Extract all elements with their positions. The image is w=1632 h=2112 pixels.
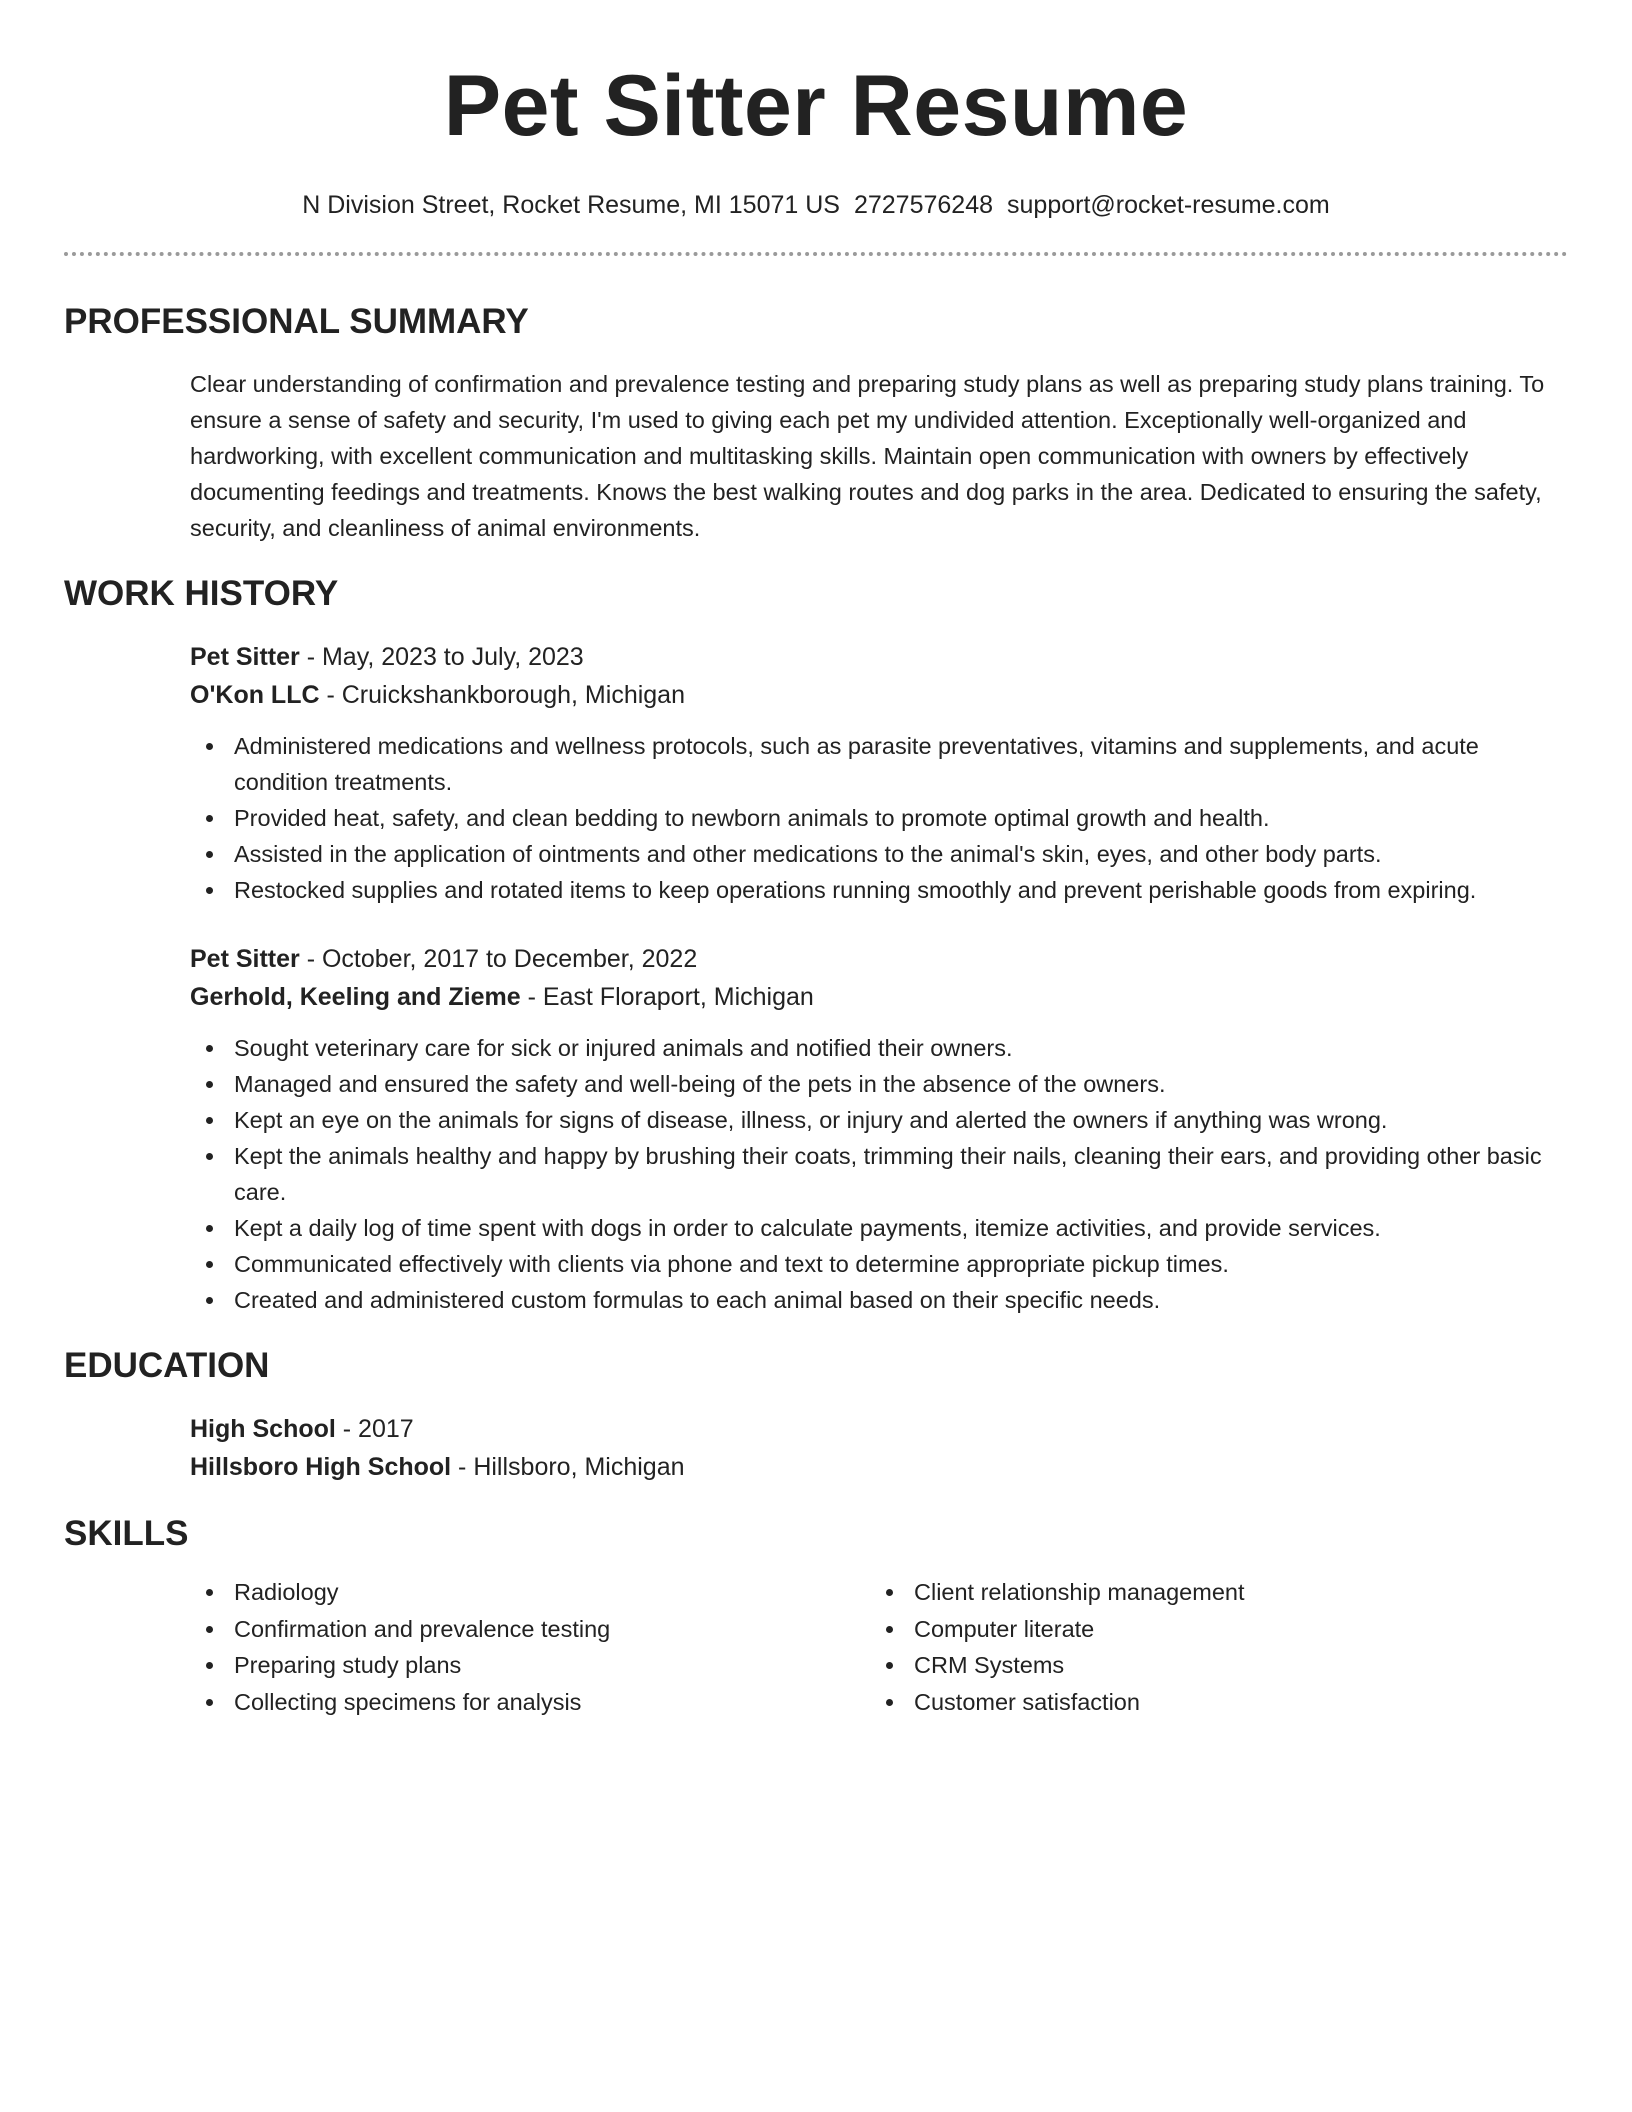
header-divider [64,252,1568,256]
skill-item: Collecting specimens for analysis [190,1684,870,1721]
list-item: Provided heat, safety, and clean bedding to newborn animals to promote optimal growth and health. [190,800,1568,836]
resume-page [64,0,1568,1720]
job-duties [190,728,1568,908]
job-location: - East Floraport, Michigan [520,983,814,1011]
list-item: Kept the animals healthy and happy by brushing their coats, trimming their nails, cleaning their ears, and providing other basic care. [190,1138,1568,1210]
job-title: Pet Sitter [190,643,300,671]
summary-section [190,366,1568,546]
summary-text: Clear understanding of confirmation and prevalence testing and preparing study plans as well as preparing study plans training. To ensure a sense of safety and security, I'm used to giving each pet my undivided attention. Exceptionally well-organized and hardworking, with excellent communication and multitasking skills. Maintain open communication with owners by effectively documenting feedings and treatments. Knows the best walking routes and dog parks in the area. Dedicated to ensuring the safety, security, and cleanliness of animal environments. [190,371,1545,541]
job-location: - Cruickshankborough, Michigan [319,681,685,709]
skill-item: CRM Systems [870,1647,1550,1684]
education-year: - 2017 [335,1415,414,1443]
contact-email: support@rocket-resume.com [1007,191,1330,219]
job-dates: - October, 2017 to December, 2022 [299,945,698,973]
education-school: Hillsboro High School [190,1453,452,1481]
list-item: Created and administered custom formulas to each animal based on their specific needs. [190,1282,1568,1318]
job-company: O'Kon LLC [190,681,320,709]
list-item: Kept a daily log of time spent with dogs in order to calculate payments, itemize activities, and provide services. [190,1210,1568,1246]
education-heading: EDUCATION [64,1346,270,1385]
list-item: Sought veterinary care for sick or injured animals and notified their owners. [190,1030,1568,1066]
skills-section [190,1574,1568,1720]
job-company-line [190,978,1568,1016]
list-item: Administered medications and wellness protocols, such as parasite preventatives, vitamins and supplements, and acute condition treatments. [190,728,1568,800]
contact-phone: 2727576248 [853,191,994,219]
work-history-section [190,638,1568,1318]
list-item: Communicated effectively with clients via phone and text to determine appropriate pickup times. [190,1246,1568,1282]
job-entry [190,638,1568,908]
work-history-heading: WORK HISTORY [64,574,339,613]
skills-list [870,1574,1550,1720]
skills-column-right [870,1574,1550,1720]
job-company-line [190,676,1568,714]
education-section [190,1410,1568,1486]
job-duties [190,1030,1568,1318]
skills-list [190,1574,870,1720]
education-degree-line [190,1410,1568,1448]
job-company: Gerhold, Keeling and Zieme [190,983,521,1011]
resume-title: Pet Sitter Resume [443,58,1189,154]
list-item: Assisted in the application of ointments and other medications to the animal's skin, eyes, and other body parts. [190,836,1568,872]
job-title-line [190,940,1568,978]
skill-item: Client relationship management [870,1574,1550,1611]
job-title: Pet Sitter [190,945,300,973]
contact-line [64,190,1568,220]
job-title-line [190,638,1568,676]
education-degree: High School [190,1415,336,1443]
list-item: Restocked supplies and rotated items to keep operations running smoothly and prevent perishable goods from expiring. [190,872,1568,908]
job-entry [190,940,1568,1318]
skill-item: Preparing study plans [190,1647,870,1684]
summary-heading: PROFESSIONAL SUMMARY [64,302,529,341]
job-dates: - May, 2023 to July, 2023 [299,643,584,671]
skill-item: Computer literate [870,1611,1550,1648]
skill-item: Customer satisfaction [870,1684,1550,1721]
education-school-line [190,1448,1568,1486]
skill-item: Radiology [190,1574,870,1611]
list-item: Managed and ensured the safety and well-being of the pets in the absence of the owners. [190,1066,1568,1102]
skills-heading: SKILLS [64,1514,189,1553]
skills-column-left [190,1574,870,1720]
contact-address: N Division Street, Rocket Resume, MI 15071 US [302,191,840,219]
list-item: Kept an eye on the animals for signs of disease, illness, or injury and alerted the owners if anything was wrong. [190,1102,1568,1138]
skill-item: Confirmation and prevalence testing [190,1611,870,1648]
education-location: - Hillsboro, Michigan [451,1453,685,1481]
